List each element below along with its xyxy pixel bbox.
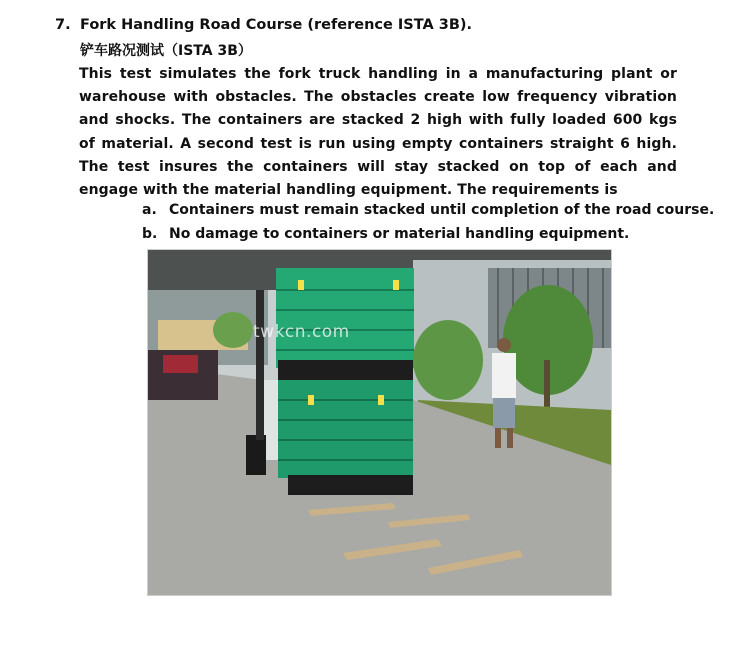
latch-marker: [298, 280, 304, 290]
person-shorts: [493, 398, 515, 428]
tree-left: [213, 312, 253, 348]
section-number: 7.: [55, 17, 71, 33]
description-paragraph: This test simulates the fork truck handling in a manufacturing plant or warehouse with obstacles. The obstacles create low frequency vibration and shocks. The containers are stacked 2 high with fully loaded 600 kgs of material. A second test is run using empty containers straight 6 high. The test insures the containers will stay stacked on top of each and engage with the material handling equipment. The requirements is: [79, 66, 677, 199]
section-title: Fork Handling Road Course (reference ISTA 3B).: [80, 17, 473, 33]
photo-watermark: twkcn.com: [253, 322, 350, 342]
person-leg: [495, 428, 501, 448]
requirement-text: No damage to containers or material handling equipment.: [169, 226, 630, 242]
motorbike-seat: [163, 355, 198, 373]
person-shirt: [492, 353, 516, 398]
requirement-text: Containers must remain stacked until completion of the road course.: [169, 202, 715, 218]
latch-marker: [308, 395, 314, 405]
section-subtitle-chinese: 铲车路况测试（ISTA 3B）: [80, 43, 252, 59]
lower-container: [278, 378, 413, 478]
requirement-b: [142, 226, 629, 242]
requirement-a: [142, 202, 714, 218]
requirement-letter: a.: [142, 202, 157, 218]
forklift-test-photo: [147, 249, 612, 596]
forklift-wheel: [246, 435, 266, 475]
photo-illustration: [148, 250, 611, 595]
latch-marker: [393, 280, 399, 290]
lower-pallet-base: [288, 475, 413, 495]
upper-pallet-base: [278, 360, 413, 380]
person-head: [497, 338, 511, 352]
forklift-mast: [256, 290, 264, 440]
requirement-letter: b.: [142, 226, 158, 242]
section-heading: [55, 17, 472, 33]
tree-middle: [413, 320, 483, 400]
latch-marker: [378, 395, 384, 405]
person-leg: [507, 428, 513, 448]
